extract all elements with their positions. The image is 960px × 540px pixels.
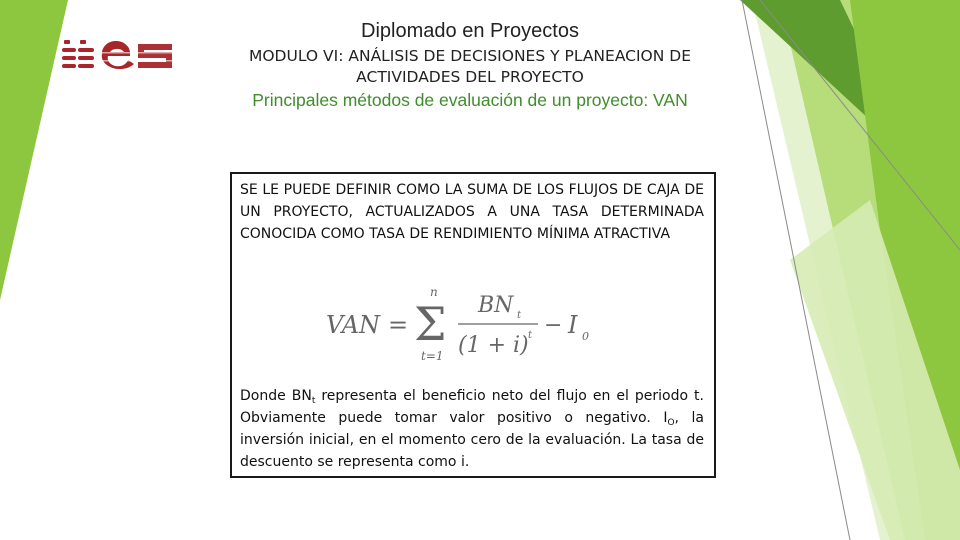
explanation-text: Donde $BN_t$ representa el beneficio neto del flujo en el periodo t. Obviamente puede tomar valor positivo o negativo. $I_O$, la inversión inicial, en el momento cero de la evaluación. La tasa de descuento se representa como i. [240,388,704,470]
formula-equals: = [388,311,409,339]
definition-text: SE LE PUEDE DEFINIR COMO LA SUMA DE LOS FLUJOS DE CAJA DE UN PROYECTO, ACTUALIZADOS A UNA TASA DETERMINADA CONOCIDA COMO TASA DE RENDIMIENTO MÍNIMA ATRACTIVA [240,182,704,242]
formula-sigma-bottom: t=1 [421,349,444,363]
formula-minus-sub: 0 [582,330,589,343]
course-title: Diplomado en Proyectos [361,20,579,42]
formula-sigma: Σ [414,297,447,351]
formula-minus: − [544,313,563,338]
formula-lhs: VAN [326,311,381,339]
formula-denominator-sup: t [528,330,533,341]
ies-logo [62,28,188,72]
formula-numerator: BN [478,293,514,318]
formula-sigma-top: n [430,285,438,299]
formula-minus-term: I [568,311,578,339]
module-title: MODULO VI: ANÁLISIS DE DECISIONES Y PLANEACION DE ACTIVIDADES DEL PROYECTO [248,47,691,86]
slide-subtitle: Principales métodos de evaluación de un proyecto: VAN [252,90,688,110]
formula-numerator-sub: t [517,310,522,321]
van-formula [318,282,598,368]
formula-denominator: (1 + i) [458,333,529,358]
left-green-strip [0,0,68,300]
content-box [230,172,716,478]
